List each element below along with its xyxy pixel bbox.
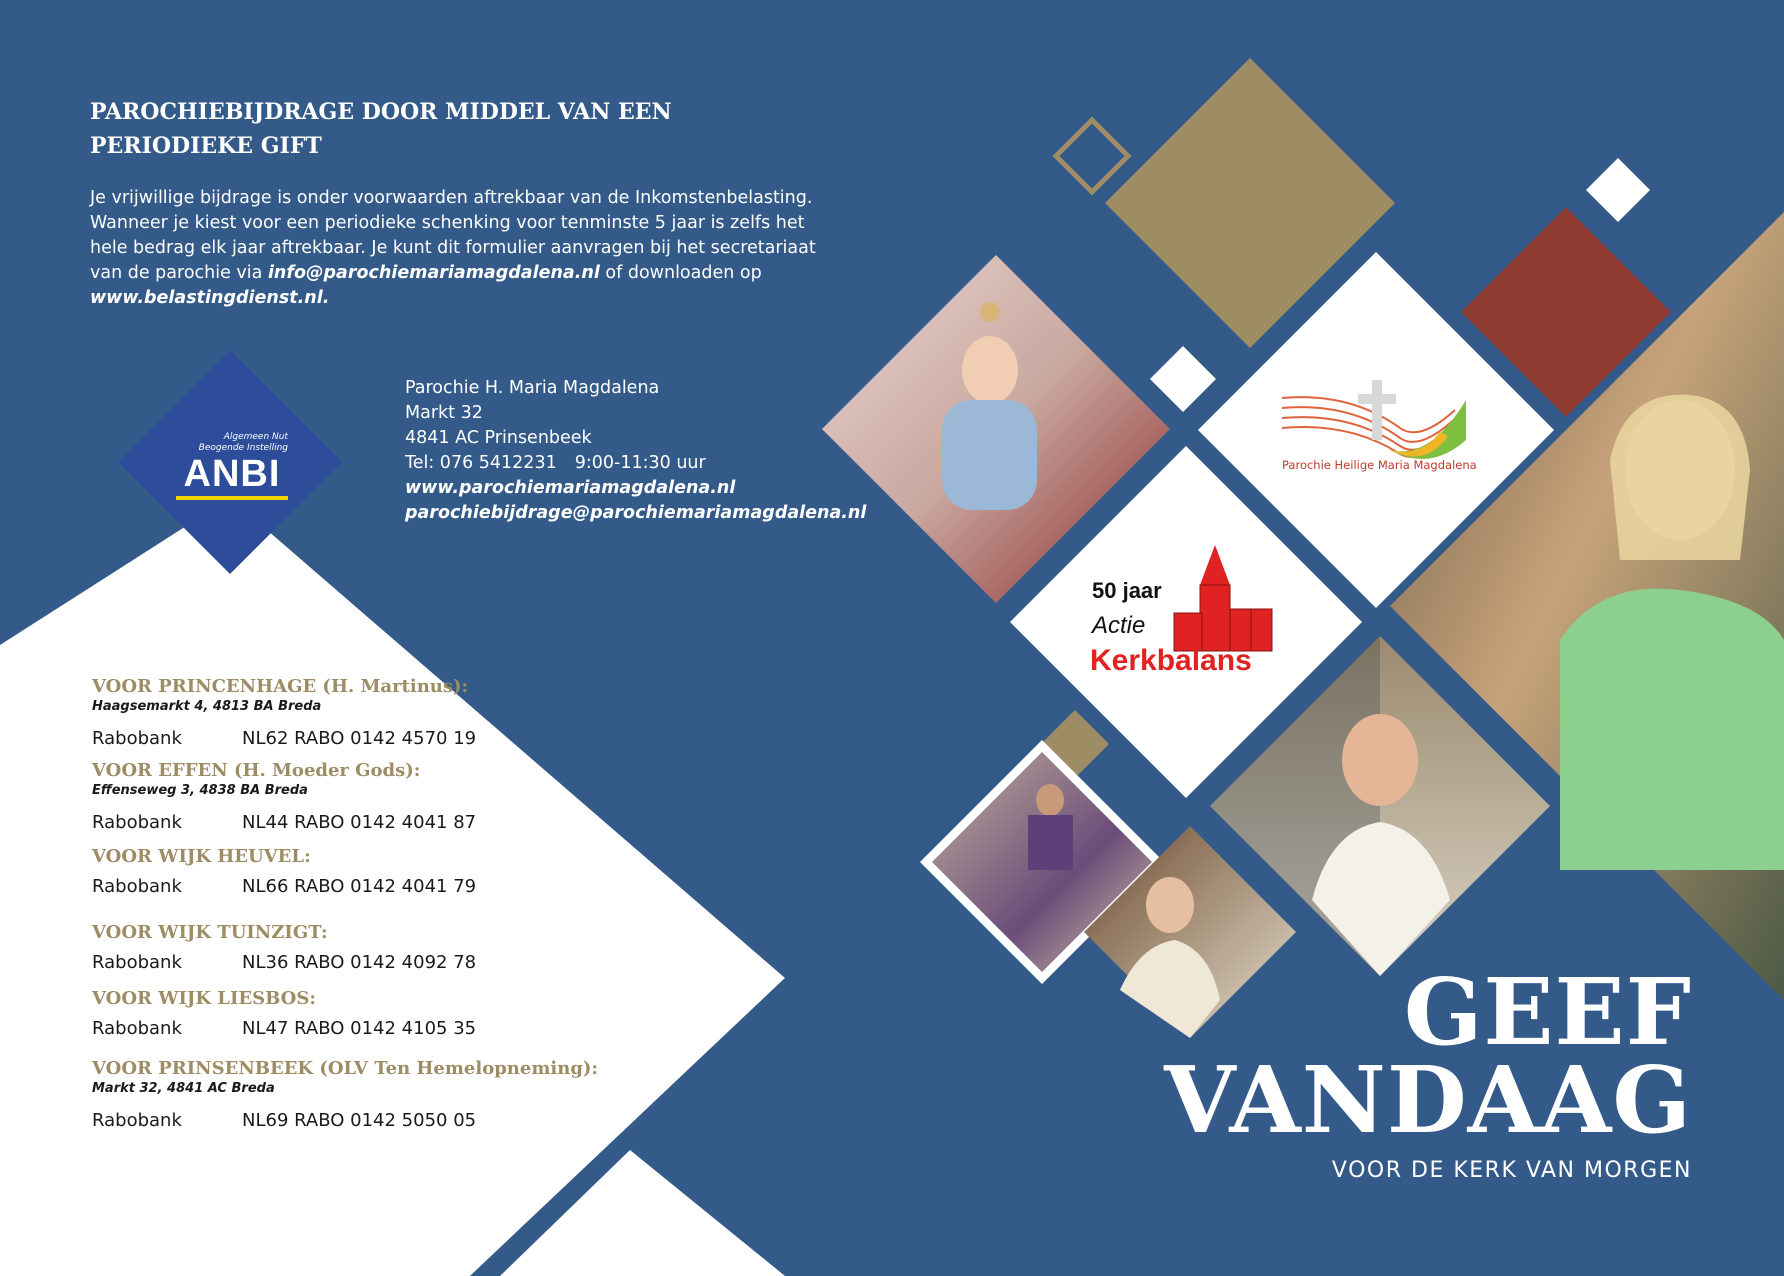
intro-text-1: Je vrijwillige bijdrage is onder voorwaarden aftrekbaar van de Inkomstenbelasting. Wanneer je kiest voor een periodieke schenking voor tenminste 5 jaar is zelfs het hele bedrag elk jaar aftrekbaar. Je kunt dit formulier aanvragen bij het secretariaat van de parochie via	[90, 188, 816, 283]
address-email[interactable]: parochiebijdrage@parochiemariamagdalena.nl	[405, 503, 867, 523]
gold-outline-diamond	[1056, 120, 1128, 192]
bank-address: Haagsemarkt 4, 4813 BA Breda	[92, 699, 322, 714]
bank-address: Markt 32, 4841 AC Breda	[92, 1081, 275, 1096]
anbi-logo-text: ANBI	[183, 453, 281, 495]
bank-title: VOOR PRINCENHAGE (H. Martinus):	[92, 676, 469, 697]
kerkbalans-actie: Actie	[1092, 612, 1146, 639]
heading-line-2: PERIODIEKE GIFT	[90, 133, 322, 159]
bank-iban: NL44 RABO 0142 4041 87	[242, 812, 477, 833]
bank-name: Rabobank	[92, 952, 182, 973]
bank-name: Rabobank	[92, 1110, 182, 1131]
bank-name: Rabobank	[92, 812, 182, 833]
bank-name: Rabobank	[92, 1018, 182, 1039]
anbi-line-1: Algemeen Nut	[223, 432, 288, 442]
address-hours: 9:00-11:30 uur	[574, 453, 706, 473]
intro-email[interactable]: info@parochiemariamagdalena.nl	[267, 263, 600, 283]
address-phone: Tel: 076 5412231	[405, 453, 557, 473]
title-line-2: VANDAAG	[1164, 1046, 1692, 1154]
small-white-diamond	[1150, 346, 1216, 412]
heading-line-1: PAROCHIEBIJDRAGE DOOR MIDDEL VAN EEN	[90, 99, 672, 125]
page-subtitle: VOOR DE KERK VAN MORGEN	[1331, 1158, 1692, 1183]
bank-iban: NL36 RABO 0142 4092 78	[242, 952, 477, 973]
bank-iban: NL62 RABO 0142 4570 19	[242, 728, 477, 749]
address-website[interactable]: www.parochiemariamagdalena.nl	[405, 478, 736, 498]
address-street: Markt 32	[405, 403, 483, 423]
bank-name: Rabobank	[92, 876, 182, 897]
address-name: Parochie H. Maria Magdalena	[405, 378, 660, 398]
bank-iban: NL69 RABO 0142 5050 05	[242, 1110, 477, 1131]
intro-text-2: of downloaden op	[599, 263, 762, 283]
intro-website[interactable]: www.belastingdienst.nl.	[90, 288, 330, 308]
bank-name: Rabobank	[92, 728, 182, 749]
page-title	[1164, 958, 1692, 1154]
bank-title: VOOR WIJK TUINZIGT:	[92, 922, 328, 943]
bank-address: Effenseweg 3, 4838 BA Breda	[92, 783, 308, 798]
bank-iban: NL47 RABO 0142 4105 35	[242, 1018, 477, 1039]
bank-title: VOOR WIJK LIESBOS:	[92, 988, 316, 1009]
small-white-diamond	[1586, 158, 1650, 222]
address-city: 4841 AC Prinsenbeek	[405, 428, 592, 448]
bank-iban: NL66 RABO 0142 4041 79	[242, 876, 477, 897]
bank-title: VOOR EFFEN (H. Moeder Gods):	[92, 760, 421, 781]
parish-logo-text: Parochie Heilige Maria Magdalena	[1282, 458, 1477, 472]
bank-title: VOOR WIJK HEUVEL:	[92, 846, 311, 867]
kerkbalans-years: 50 jaar	[1092, 578, 1162, 603]
bank-title: VOOR PRINSENBEEK (OLV Ten Hemelopneming):	[92, 1058, 599, 1079]
kerkbalans-name: Kerkbalans	[1090, 644, 1252, 677]
title-line-1: GEEF	[1403, 958, 1692, 1066]
anbi-line-2: Beogende Instelling	[198, 443, 288, 453]
